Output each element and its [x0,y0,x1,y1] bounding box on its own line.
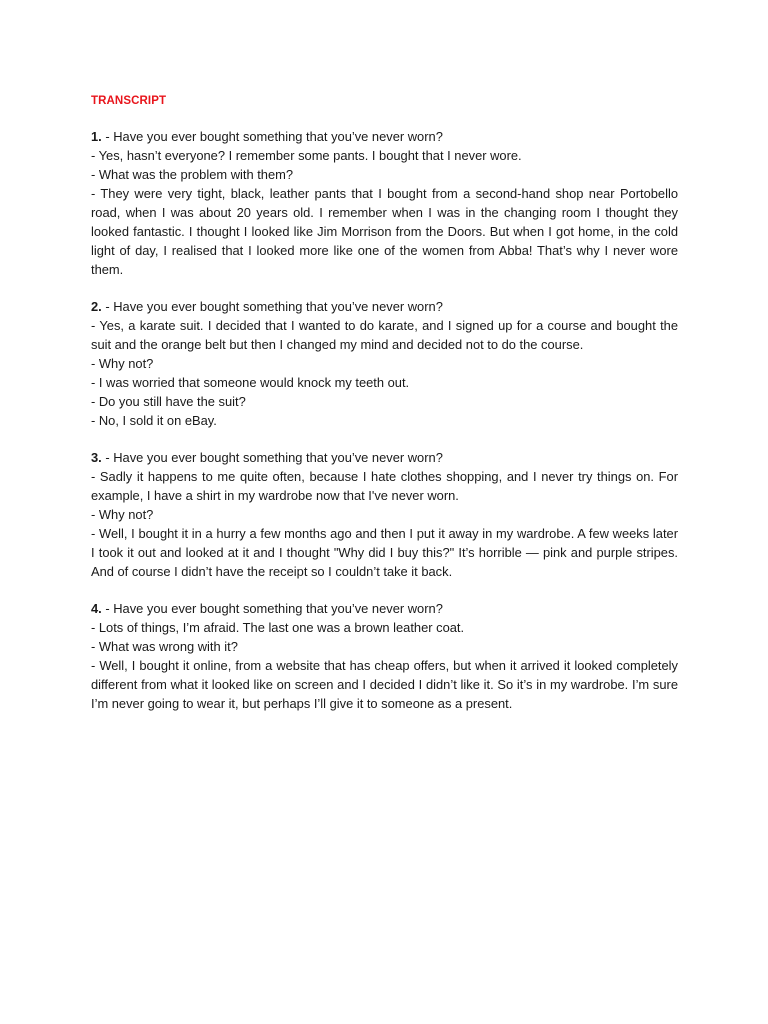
dialogue-line: - Why not? [91,356,154,371]
question-text: - Have you ever bought something that you’ve never worn? [105,601,443,616]
section-number: 4. [91,601,102,616]
dialogue-line: - Sadly it happens to me quite often, because I hate clothes shopping, and I never try things on. For example, I have a shirt in my wardrobe now that I've never worn. [91,469,678,503]
dialogue-section-2 [91,297,678,430]
transcript-title: TRANSCRIPT [91,95,167,107]
dialogue-line: - Why not? [91,507,154,522]
question-text: - Have you ever bought something that you’ve never worn? [105,450,443,465]
dialogue-line: - Do you still have the suit? [91,394,246,409]
dialogue-line: - What was the problem with them? [91,167,294,182]
dialogue-section-1 [91,127,678,279]
dialogue-line: - No, I sold it on eBay. [91,413,217,428]
dialogue-line: - Yes, a karate suit. I decided that I wanted to do karate, and I signed up for a course and bought the suit and the orange belt but then I changed my mind and decided not to do the course. [91,318,678,352]
dialogue-question [91,599,678,618]
dialogue-line: - Yes, hasn’t everyone? I remember some pants. I bought that I never wore. [91,148,522,163]
section-number: 3. [91,450,102,465]
dialogue-line: - Well, I bought it online, from a website that has cheap offers, but when it arrived it looked completely different from what it looked like on screen and I decided I didn’t like it. So it’s in my wardrobe. I’m sure I’m never going to wear it, but perhaps I’ll give it to someone as a present. [91,658,678,711]
dialogue-question [91,448,678,467]
dialogue-line: - I was worried that someone would knock my teeth out. [91,375,410,390]
dialogue-question [91,127,678,146]
section-number: 2. [91,299,102,314]
section-number: 1. [91,129,102,144]
dialogue-line: - Well, I bought it in a hurry a few months ago and then I put it away in my wardrobe. A few weeks later I took it out and looked at it and I thought "Why did I buy this?" It’s horrible — pink and purple stripes. And of course I didn’t have the receipt so I couldn’t take it back. [91,526,678,579]
question-text: - Have you ever bought something that you’ve never worn? [105,129,443,144]
transcript-page [91,93,678,731]
dialogue-line: - What was wrong with it? [91,639,238,654]
dialogue-question [91,297,678,316]
dialogue-section-4 [91,599,678,713]
dialogue-line: - Lots of things, I’m afraid. The last one was a brown leather coat. [91,620,465,635]
dialogue-section-3 [91,448,678,581]
dialogue-line: - They were very tight, black, leather pants that I bought from a second-hand shop near Portobello road, when I was about 20 years old. I remember when I was in the changing room I thought they looked fantastic. I thought I looked like Jim Morrison from the Doors. But when I got home, in the cold light of day, I realised that I looked more like one of the women from Abba! That’s why I never wore them. [91,186,678,277]
question-text: - Have you ever bought something that you’ve never worn? [105,299,443,314]
